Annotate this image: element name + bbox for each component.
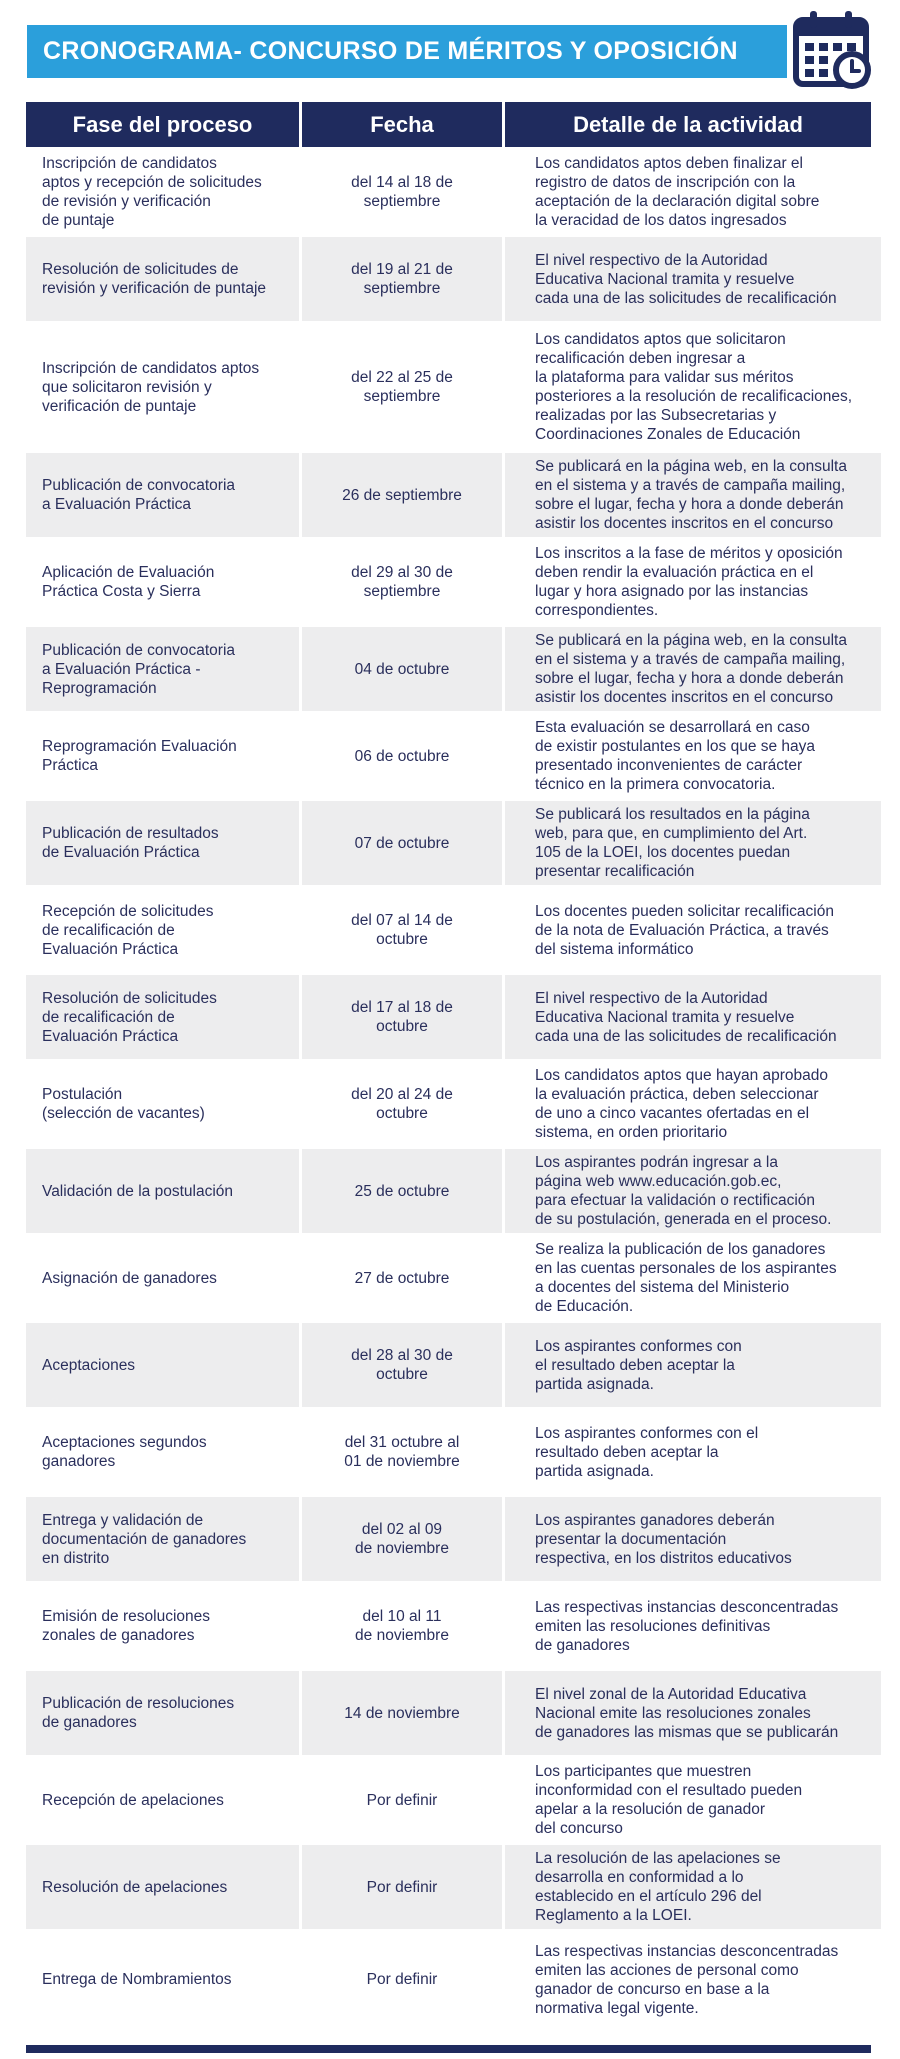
fase-cell: Recepción de solicitudes de recalificación de Evaluación Práctica bbox=[42, 902, 214, 958]
fase-cell: Aceptaciones bbox=[26, 1323, 299, 1407]
fase-cell: Resolución de solicitudes de revisión y verificación de puntaje bbox=[26, 237, 299, 321]
fase-cell: Postulación (selección de vacantes) bbox=[42, 1086, 205, 1122]
table-row bbox=[26, 1497, 871, 1581]
fase-cell: Inscripción de candidatos aptos y recepción de solicitudes de revisión y verificación de puntaje bbox=[42, 155, 262, 229]
header-fase: Fase del proceso bbox=[26, 102, 299, 147]
fecha-cell: 25 de octubre bbox=[302, 1149, 502, 1233]
table-row bbox=[26, 1671, 871, 1755]
header-detalle: Detalle de la actividad bbox=[505, 102, 871, 147]
table-row bbox=[26, 1932, 871, 2027]
fecha-cell: 27 de octubre bbox=[354, 1269, 450, 1287]
detalle-cell: Las respectivas instancias desconcentradas emiten las acciones de personal como ganador de concurso en base a la normativa legal vigente. bbox=[535, 1942, 839, 2017]
detalle-cell: Los aspirantes conformes con el resultado deben aceptar la partida asignada. bbox=[505, 1323, 881, 1407]
fecha-cell: del 31 octubre al 01 de noviembre bbox=[344, 1434, 460, 1470]
fecha-cell: 14 de noviembre bbox=[302, 1671, 502, 1755]
fase-cell: Entrega y validación de documentación de ganadores en distrito bbox=[26, 1497, 299, 1581]
detalle-cell: El nivel respectivo de la Autoridad Educativa Nacional tramita y resuelve cada una de las solicitudes de recalificación bbox=[505, 975, 881, 1059]
fase-cell: Publicación de convocatoria a Evaluación Práctica bbox=[26, 453, 299, 537]
detalle-cell: Los docentes pueden solicitar recalificación de la nota de Evaluación Práctica, a través del sistema informático bbox=[535, 902, 834, 958]
table-row bbox=[26, 237, 871, 321]
fase-cell: Recepción de apelaciones bbox=[42, 1791, 224, 1809]
table-row bbox=[26, 1149, 871, 1233]
detalle-cell: Las respectivas instancias desconcentradas emiten las resoluciones definitivas de ganadores bbox=[535, 1598, 839, 1654]
table-row bbox=[26, 453, 871, 537]
fecha-cell: del 20 al 24 de octubre bbox=[351, 1086, 453, 1122]
fecha-cell: Por definir bbox=[366, 1971, 438, 1988]
title-banner bbox=[27, 25, 787, 78]
fecha-cell: del 28 al 30 de octubre bbox=[302, 1323, 502, 1407]
detalle-cell: Los participantes que muestren inconformidad con el resultado pueden apelar a la resolución de ganador del concurso bbox=[535, 1763, 803, 1837]
detalle-cell: Esta evaluación se desarrollará en caso de existir postulantes en los que se haya presentado inconvenientes de carácter técnico en la primera convocatoria. bbox=[535, 719, 816, 793]
detalle-cell: Se publicará en la página web, en la consulta en el sistema y a través de campaña mailing, sobre el lugar, fecha y hora a donde deberán asistir los docentes inscritos en el concurso bbox=[505, 627, 881, 711]
schedule-table bbox=[26, 102, 871, 2027]
fecha-cell: del 14 al 18 de septiembre bbox=[351, 174, 453, 210]
table-row bbox=[26, 150, 871, 234]
detalle-cell: Los aspirantes podrán ingresar a la página web www.educación.gob.ec, para efectuar la validación o rectificación de su postulación, generada en el proceso. bbox=[505, 1149, 881, 1233]
detalle-cell: Los aspirantes conformes con el resultado deben aceptar la partida asignada. bbox=[535, 1424, 759, 1480]
table-row bbox=[26, 1845, 871, 1929]
detalle-cell: Se publicará en la página web, en la consulta en el sistema y a través de campaña mailing, sobre el lugar, fecha y hora a donde deberán asistir los docentes inscritos en el concurso bbox=[505, 453, 881, 537]
detalle-cell: Los candidatos aptos que solicitaron recalificación deben ingresar a la plataforma para validar sus méritos posteriores a la resolución de recalificaciones, realizadas por las Subsecretarias y Coordinaciones Zonales de Educación bbox=[535, 331, 853, 443]
fase-cell: Publicación de resultados de Evaluación Práctica bbox=[26, 801, 299, 885]
detalle-cell: Los aspirantes ganadores deberán presentar la documentación respectiva, en los distritos educativos bbox=[505, 1497, 881, 1581]
fecha-cell: Por definir bbox=[366, 1791, 438, 1809]
fase-cell: Aceptaciones segundos ganadores bbox=[42, 1434, 207, 1470]
table-header bbox=[26, 102, 871, 147]
fecha-cell: del 22 al 25 de septiembre bbox=[351, 369, 453, 405]
detalle-cell: Se publicará los resultados en la página web, para que, en cumplimiento del Art. 105 de la LOEI, los docentes puedan presentar recalificación bbox=[505, 801, 881, 885]
table-row bbox=[26, 324, 871, 450]
detalle-cell: El nivel respectivo de la Autoridad Educativa Nacional tramita y resuelve cada una de las solicitudes de recalificación bbox=[505, 237, 881, 321]
fecha-cell: 07 de octubre bbox=[302, 801, 502, 885]
detalle-cell: Se realiza la publicación de los ganadores en las cuentas personales de los aspirantes a docentes del sistema del Ministerio de Educación. bbox=[535, 1241, 837, 1315]
detalle-cell: Los inscritos a la fase de méritos y oposición deben rendir la evaluación práctica en el lugar y hora asignado por las instancias correspondientes. bbox=[535, 545, 843, 619]
table-row bbox=[26, 540, 871, 624]
fecha-cell: del 19 al 21 de septiembre bbox=[302, 237, 502, 321]
table-row bbox=[26, 1236, 871, 1320]
header-fecha: Fecha bbox=[302, 102, 502, 147]
table-row bbox=[26, 1584, 871, 1668]
fecha-cell: Por definir bbox=[302, 1845, 502, 1929]
table-row bbox=[26, 888, 871, 972]
fase-cell: Entrega de Nombramientos bbox=[42, 1971, 232, 1988]
table-row bbox=[26, 1410, 871, 1494]
fase-cell: Inscripción de candidatos aptos que solicitaron revisión y verificación de puntaje bbox=[42, 359, 260, 415]
fecha-cell: 26 de septiembre bbox=[302, 453, 502, 537]
fase-cell: Aplicación de Evaluación Práctica Costa y Sierra bbox=[42, 564, 215, 600]
fecha-cell: 04 de octubre bbox=[302, 627, 502, 711]
fase-cell: Reprogramación Evaluación Práctica bbox=[42, 738, 237, 774]
fase-cell: Emisión de resoluciones zonales de ganadores bbox=[42, 1608, 211, 1644]
table-row bbox=[26, 801, 871, 885]
detalle-cell: Los candidatos aptos que hayan aprobado la evaluación práctica, deben seleccionar de uno a cinco vacantes ofertadas en el sistema, en orden prioritario bbox=[535, 1067, 829, 1141]
table-row bbox=[26, 1758, 871, 1842]
fecha-cell: del 17 al 18 de octubre bbox=[302, 975, 502, 1059]
table-row bbox=[26, 714, 871, 798]
fase-cell: Publicación de resoluciones de ganadores bbox=[26, 1671, 299, 1755]
table-row bbox=[26, 1323, 871, 1407]
page-title: CRONOGRAMA- CONCURSO DE MÉRITOS Y OPOSICIÓN bbox=[43, 37, 738, 65]
bottom-divider bbox=[26, 2045, 871, 2053]
calendar-clock-icon bbox=[792, 8, 874, 90]
detalle-cell: El nivel zonal de la Autoridad Educativa Nacional emite las resoluciones zonales de ganadores las mismas que se publicarán bbox=[505, 1671, 881, 1755]
fecha-cell: del 29 al 30 de septiembre bbox=[351, 564, 453, 600]
fase-cell: Publicación de convocatoria a Evaluación Práctica - Reprogramación bbox=[26, 627, 299, 711]
detalle-cell: Los candidatos aptos deben finalizar el registro de datos de inscripción con la aceptación de la declaración digital sobre la veracidad de los datos ingresados bbox=[535, 155, 820, 229]
fecha-cell: del 07 al 14 de octubre bbox=[351, 912, 453, 948]
fecha-cell: del 02 al 09 de noviembre bbox=[302, 1497, 502, 1581]
fase-cell: Resolución de solicitudes de recalificación de Evaluación Práctica bbox=[26, 975, 299, 1059]
fase-cell: Asignación de ganadores bbox=[42, 1269, 217, 1287]
fecha-cell: 06 de octubre bbox=[354, 747, 450, 765]
table-row bbox=[26, 1062, 871, 1146]
detalle-cell: La resolución de las apelaciones se desarrolla en conformidad a lo establecido en el artículo 296 del Reglamento a la LOEI. bbox=[505, 1845, 881, 1929]
fase-cell: Validación de la postulación bbox=[26, 1149, 299, 1233]
fecha-cell: del 10 al 11 de noviembre bbox=[355, 1608, 449, 1644]
fase-cell: Resolución de apelaciones bbox=[26, 1845, 299, 1929]
table-row bbox=[26, 975, 871, 1059]
table-row bbox=[26, 627, 871, 711]
